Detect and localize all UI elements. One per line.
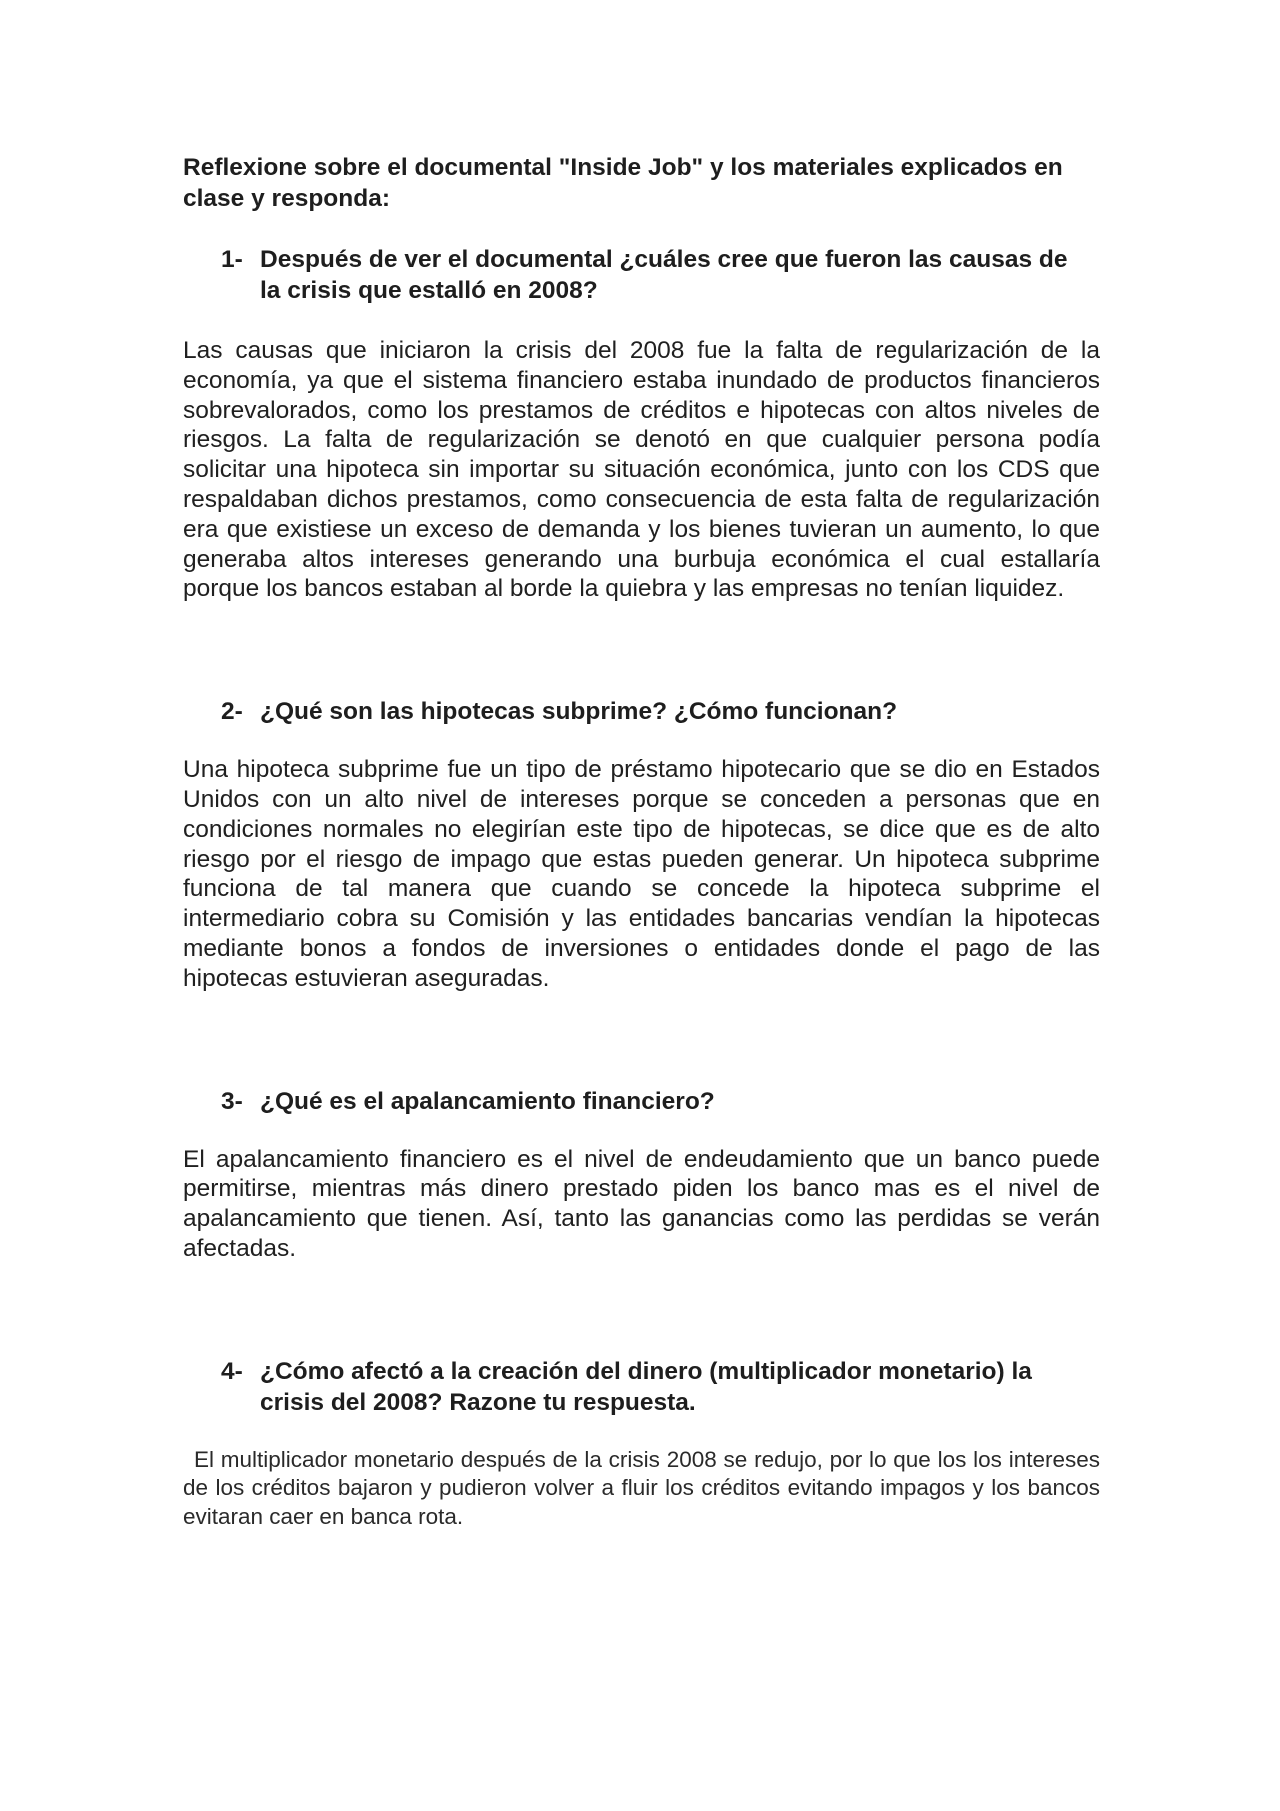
question-number: 1- [221, 246, 243, 273]
question-text: Después de ver el documental ¿cuáles cree que fueron las causas de la crisis que estalló en 2008? [260, 246, 1068, 304]
answer-4: El multiplicador monetario después de la crisis 2008 se redujo, por lo que los los intereses de los créditos bajaron y pudieron volver a fluir los créditos evitando impagos y los bancos evitaran caer en banca rota. [183, 1446, 1100, 1529]
answer-1: Las causas que iniciaron la crisis del 2008 fue la falta de regularización de la economía, ya que el sistema financiero estaba inundado de productos financieros sobrevalorados, como los prestamos de créditos e hipotecas con altos niveles de riesgos. La falta de regularización se denotó en que cualquier persona podía solicitar una hipoteca sin importar su situación económica, junto con los CDS que respaldaban dichos prestamos, como consecuencia de esta falta de regularización era que existiese un exceso de demanda y los bienes tuvieran un aumento, lo que generaba altos intereses generando una burbuja económica el cual estallaría porque los bancos estaban al borde la quiebra y las empresas no tenían liquidez. [183, 337, 1100, 603]
question-1 [183, 244, 1083, 306]
question-4 [183, 1356, 1083, 1418]
intro-heading: Reflexione sobre el documental "Inside Job" y los materiales explicados en clase y responda: [183, 154, 1063, 212]
question-number: 4- [221, 1357, 243, 1385]
question-text: ¿Qué son las hipotecas subprime? ¿Cómo funcionan? [260, 698, 898, 726]
answer-3: El apalancamiento financiero es el nivel de endeudamiento que un banco puede permitirse, mientras más dinero prestado piden los banco mas es el nivel de apalancamiento que tienen. Así, tanto las ganancias como las perdidas se verán afectadas. [183, 1145, 1100, 1262]
question-number: 3- [221, 1087, 243, 1115]
question-2 [183, 696, 1100, 727]
question-number: 2- [221, 698, 243, 726]
question-text: ¿Cómo afectó a la creación del dinero (multiplicador monetario) la crisis del 2008? Razone tu respuesta. [260, 1357, 1032, 1416]
question-3 [183, 1086, 1100, 1117]
answer-2: Una hipoteca subprime fue un tipo de préstamo hipotecario que se dio en Estados Unidos con un alto nivel de intereses porque se conceden a personas que en condiciones normales no elegirían este tipo de hipotecas, se dice que es de alto riesgo por el riesgo de impago que estas pueden generar. Un hipoteca subprime funciona de tal manera que cuando se concede la hipoteca subprime el intermediario cobra su Comisión y las entidades bancarias vendían la hipotecas mediante bonos a fondos de inversiones o entidades donde el pago de las hipotecas estuvieran aseguradas. [183, 756, 1100, 992]
document-body [183, 152, 1100, 1531]
question-text: ¿Qué es el apalancamiento financiero? [260, 1087, 715, 1115]
